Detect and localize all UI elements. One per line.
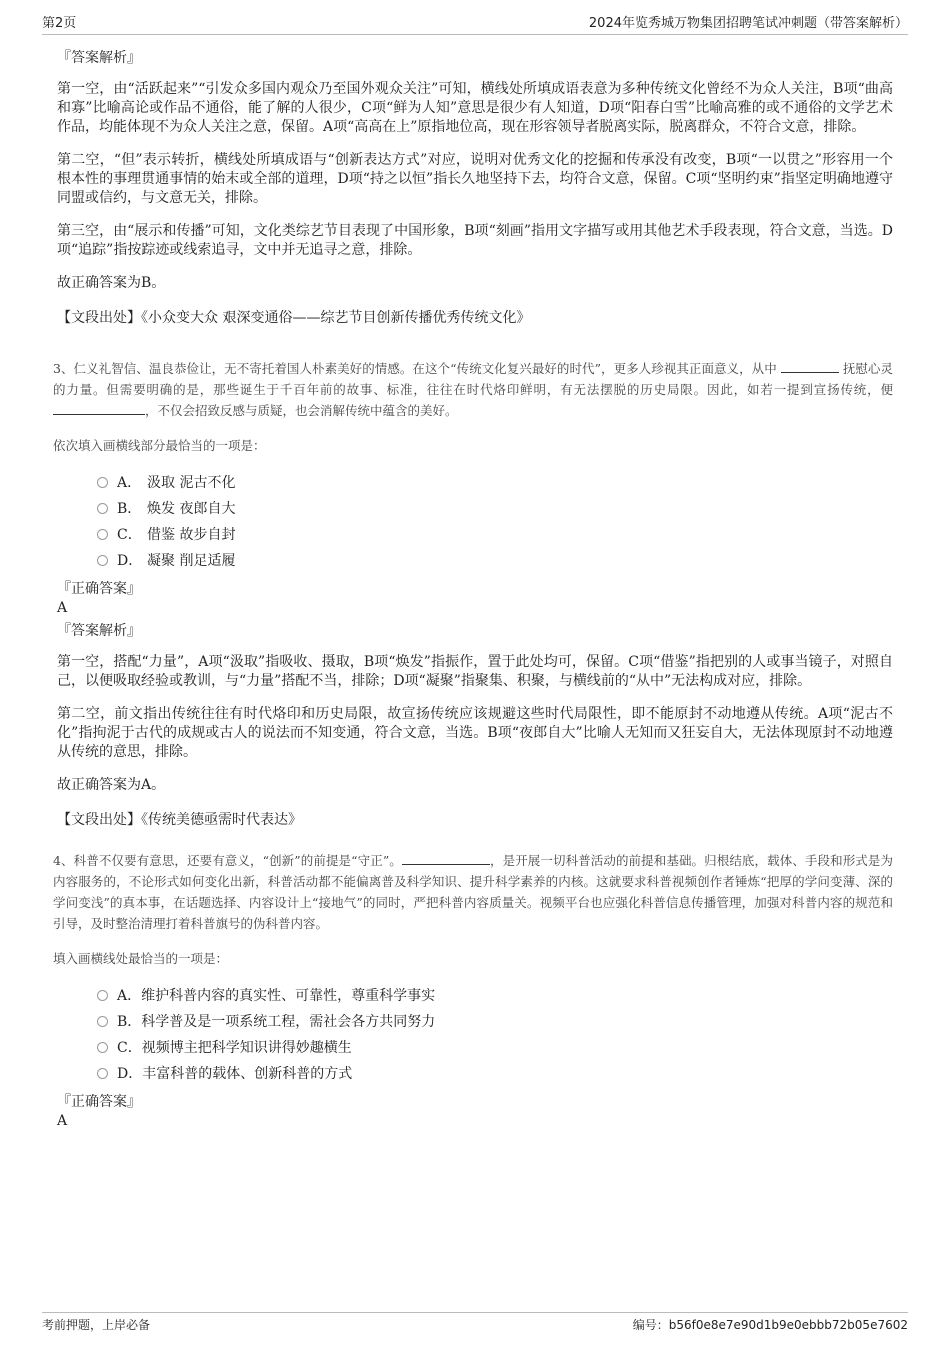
radio-icon[interactable] (97, 990, 108, 1001)
footer-slogan: 考前押题，上岸必备 (42, 1318, 151, 1332)
q3-analysis-para-1: 第一空，搭配“力量”，A项“汲取”指吸收、摄取，B项“焕发”指振作，置于此处均可，保留。C项“借鉴”指把别的人或事当镜子，对照自己，以便吸取经验或教训，与“力量”搭配不当，排除；D项“凝聚”指聚集、积聚，与横线前的“从中”无法构成对应，排除。 (57, 654, 893, 689)
page-header (42, 12, 908, 35)
prev-analysis-label: 『答案解析』 (57, 50, 141, 66)
radio-icon[interactable] (97, 1042, 108, 1053)
blank-1 (781, 358, 839, 373)
question-3-options (97, 469, 893, 573)
prev-analysis-para-2: 第二空，“但”表示转折，横线处所填成语与“创新表达方式”对应，说明对优秀文化的挖掘和传承没有改变，B项“一以贯之”形容用一个根本性的事理贯通事情的始末或全部的道理，D项“持之以恒”指长久地坚持下去，均符合文意，保留。C项“坚明约束”指坚定明确地遵守同盟或信约，与文意无关，排除。 (57, 152, 893, 206)
prev-analysis-para-3: 第三空，由“展示和传播”可知，文化类综艺节目表现了中国形象，B项“刻画”指用文字描写或用其他艺术手段表现，符合文意，当选。D项“追踪”指按踪迹或线索追寻，文中并无追寻之意，排除。 (57, 223, 893, 258)
option-d[interactable]: D． 凝聚 削足适履 (97, 547, 893, 573)
prev-conclusion: 故正确答案为B。 (57, 275, 166, 291)
option-c[interactable]: C． 借鉴 故步自封 (97, 521, 893, 547)
radio-icon[interactable] (97, 529, 108, 540)
blank-2 (53, 400, 145, 415)
question-4 (53, 850, 893, 968)
q3-correct-answer: A (57, 600, 68, 616)
prev-source: 【文段出处】《小众变大众 艰深变通俗——综艺节目创新传播优秀传统文化》 (57, 310, 531, 326)
option-a[interactable]: A． 维护科普内容的真实性、可靠性，尊重科学事实 (97, 982, 893, 1008)
question-3-text: 3、仁义礼智信、温良恭俭让，无不寄托着国人朴素美好的情感。在这个“传统文化复兴最好的时代”，更多人珍视其正面意义，从中 抚慰心灵的力量。但需要明确的是，那些诞生于千百年前的故事、标准，往往在时代烙印鲜明，有无法摆脱的历史局限。因此，如若一提到宣扬传统，便 ，不仅会招致反感与质疑，也会消解传统中蕴含的美好。 (53, 358, 893, 421)
radio-icon[interactable] (97, 555, 108, 566)
option-a[interactable]: A． 汲取 泥古不化 (97, 469, 893, 495)
option-d[interactable]: D． 丰富科普的载体、创新科普的方式 (97, 1060, 893, 1086)
page-content (53, 44, 893, 1130)
radio-icon[interactable] (97, 1016, 108, 1027)
q3-analysis-para-2: 第二空，前文指出传统往往有时代烙印和历史局限，故宣扬传统应该规避这些时代局限性，即不能原封不动地遵从传统。A项“泥古不化”指拘泥于古代的成规或古人的说法而不知变通，符合文意，当选。B项“夜郎自大”比喻人无知而又狂妄自大，无法体现原封不动地遵从传统的意思，排除。 (57, 706, 893, 760)
q4-correct-answer: A (57, 1113, 68, 1129)
question-3-prompt: 依次填入画横线部分最恰当的一项是： (53, 438, 266, 453)
q4-correct-label: 『正确答案』 (57, 1094, 141, 1110)
option-c[interactable]: C． 视频博主把科学知识讲得妙趣横生 (97, 1034, 893, 1060)
prev-analysis-para-1: 第一空，由“活跃起来”“引发众多国内观众乃至国外观众关注”可知，横线处所填成语表意为多种传统文化曾经不为众人关注，B项“曲高和寡”比喻高论或作品不通俗，能了解的人很少，C项“鲜为人知”意思是很少有人知道，D项“阳春白雪”比喻高雅的或不通俗的文学艺术作品，均能体现不为众人关注之意，保留。A项“高高在上”原指地位高，现在形容领导者脱离实际，脱离群众，不符合文意，排除。 (57, 81, 893, 135)
radio-icon[interactable] (97, 1068, 108, 1079)
question-4-prompt: 填入画横线处最恰当的一项是： (53, 951, 229, 966)
radio-icon[interactable] (97, 503, 108, 514)
q3-conclusion: 故正确答案为A。 (57, 777, 166, 793)
q3-analysis-label: 『答案解析』 (57, 623, 141, 639)
page-number: 第2页 (42, 16, 77, 31)
question-4-options (97, 982, 893, 1086)
option-b[interactable]: B． 科学普及是一项系统工程，需社会各方共同努力 (97, 1008, 893, 1034)
blank-1 (402, 850, 490, 865)
q3-correct-label: 『正确答案』 (57, 581, 141, 597)
question-4-text: 4、科普不仅要有意思，还要有意义，“创新”的前提是“守正”。 ，是开展一切科普活动的前提和基础。归根结底，载体、手段和形式是为内容服务的，不论形式如何变化出新，科普活动都不能偏离普及科学知识、提升科学素养的内核。这就要求科普视频创作者锤炼“把厚的学问变薄、深的学问变浅”的真本事，在话题选择、内容设计上“接地气”的同时，严把科普内容质量关。视频平台也应强化科普信息传播管理，加强对科普内容的规范和引导，及时整治清理打着科普旗号的伪科普内容。 (53, 850, 893, 934)
document-title: 2024年览秀城万物集团招聘笔试冲刺题（带答案解析） (588, 16, 908, 31)
radio-icon[interactable] (97, 477, 108, 488)
q3-source: 【文段出处】《传统美德亟需时代表达》 (57, 812, 302, 828)
question-3 (53, 358, 893, 455)
document-id: 编号：b56f0e8e7e90d1b9e0ebbb72b05e7602 (632, 1318, 908, 1332)
page-footer (42, 1312, 908, 1338)
option-b[interactable]: B． 焕发 夜郎自大 (97, 495, 893, 521)
